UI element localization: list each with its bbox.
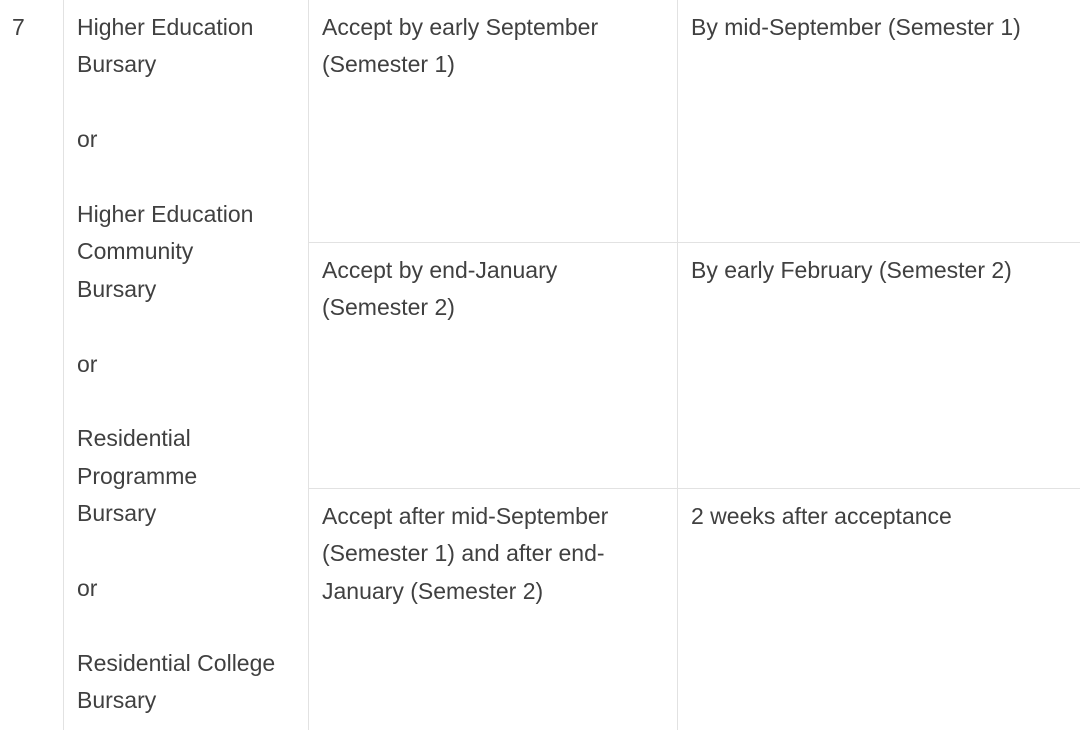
- acceptance-line: (Semester 1) and after end-: [322, 540, 605, 567]
- acceptance-deadline-cell: [309, 243, 678, 488]
- line-gap: [77, 532, 302, 569]
- acceptance-subrow: [309, 243, 1080, 489]
- bursary-name-line: Bursary: [77, 500, 157, 527]
- acceptance-line: (Semester 1): [322, 51, 455, 78]
- acceptance-subrow: [309, 0, 1080, 243]
- bursary-name-line: Bursary: [77, 51, 157, 78]
- row-number-cell: [0, 0, 64, 730]
- bursary-name-line: Residential: [77, 425, 191, 452]
- acceptance-deadline-cell: [309, 0, 678, 242]
- bursary-separator-or: or: [77, 574, 98, 601]
- bursary-name-line: Programme: [77, 462, 198, 489]
- disbursement-date-text: By early February (Semester 2): [691, 257, 1012, 283]
- acceptance-line: Accept after mid-September: [322, 503, 609, 529]
- line-gap: [77, 607, 302, 644]
- acceptance-line: Accept by early September: [322, 14, 599, 40]
- acceptance-deadline-text: [322, 498, 667, 610]
- disbursement-date-cell: [678, 489, 1080, 730]
- bursary-name-cell: [64, 0, 309, 730]
- bursary-name-line: Bursary: [77, 275, 157, 302]
- bursary-name-line: Higher Education: [77, 200, 254, 227]
- bursary-name-line: Residential College: [77, 649, 276, 676]
- disbursement-date-text: By mid-September (Semester 1): [691, 14, 1021, 40]
- disbursement-date-text: 2 weeks after acceptance: [691, 503, 952, 529]
- line-gap: [77, 159, 302, 196]
- acceptance-line: Accept by end-January: [322, 257, 558, 283]
- acceptance-subrow: [309, 489, 1080, 730]
- line-gap: [77, 84, 302, 121]
- acceptance-deadline-cell: [309, 489, 678, 730]
- line-gap: [77, 308, 302, 345]
- acceptance-line: January (Semester 2): [322, 577, 544, 604]
- acceptance-line: (Semester 2): [322, 294, 455, 321]
- bursary-separator-or: or: [77, 350, 98, 377]
- bursary-name-line: Community: [77, 238, 194, 265]
- bursary-name-line: Bursary: [77, 687, 157, 714]
- bursary-separator-or: or: [77, 126, 98, 153]
- row-number: 7: [12, 14, 25, 40]
- line-gap: [77, 383, 302, 420]
- bursary-name-list: [77, 9, 302, 719]
- bursary-name-line: Higher Education: [77, 14, 254, 40]
- acceptance-deadline-text: [322, 252, 667, 327]
- acceptance-deadline-text: [322, 9, 667, 84]
- disbursement-date-cell: [678, 0, 1080, 242]
- disbursement-date-cell: [678, 243, 1080, 488]
